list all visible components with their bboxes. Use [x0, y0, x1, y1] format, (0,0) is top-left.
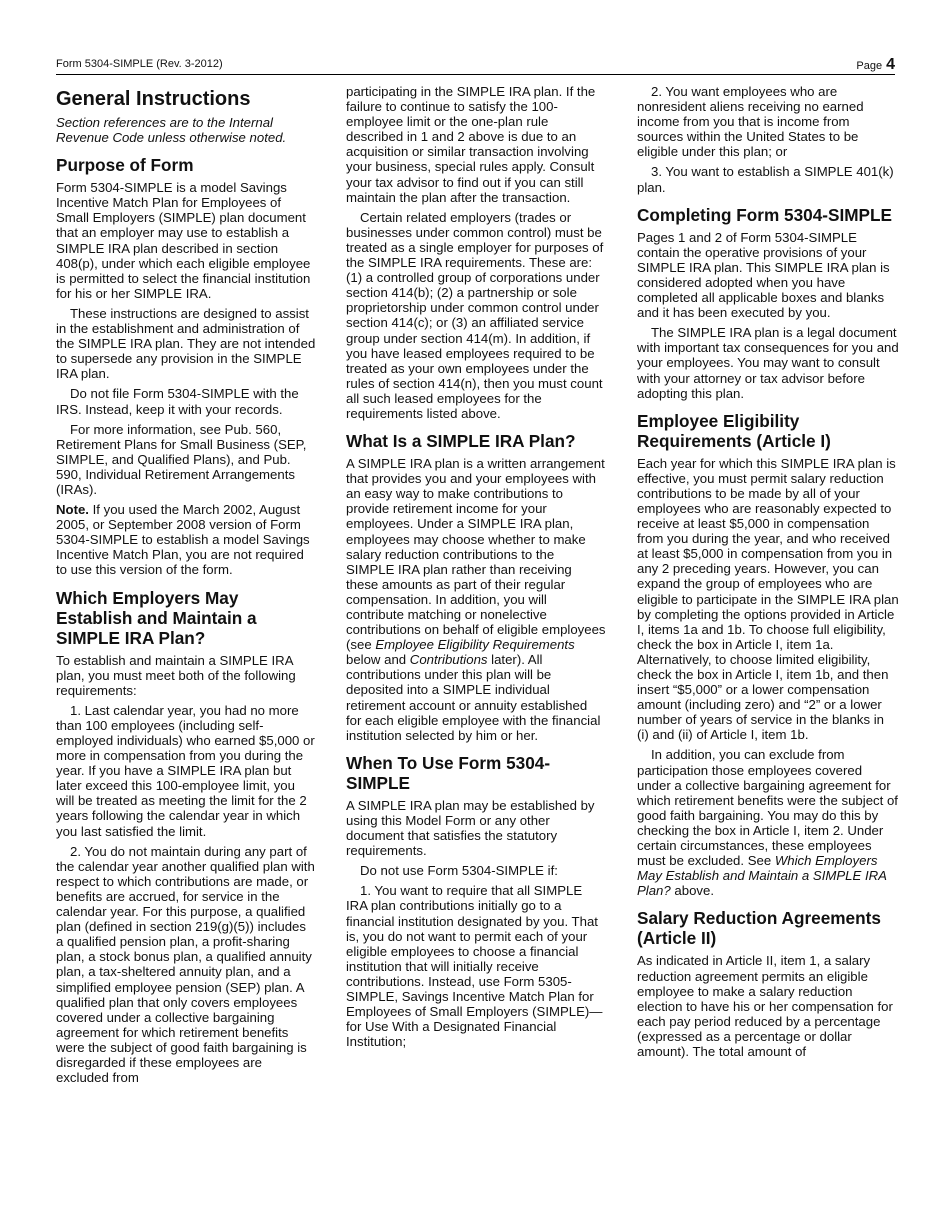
- heading-which-employers: Which Employers May Establish and Maintain a SIMPLE IRA Plan?: [56, 587, 257, 648]
- heading-salary-reduction: Salary Reduction Agreements (Article II): [637, 908, 881, 949]
- heading-when-to-use: When To Use Form 5304-SIMPLE: [346, 752, 551, 793]
- text: A SIMPLE IRA plan is a written arrangement that provides you and your employees with an easy way to make contributions to provide retirement income for your employees. Under a SIMPLE IRA plan, employees may choose whether to make salary reduction contributions to the SIMPLE IRA plan rather than receiving these amounts as part of their regular compensation. In addition, you will contribute matching or nonelective contributions on behalf of eligible employees (see: [346, 456, 606, 653]
- form-id: Form 5304-SIMPLE (Rev. 3-2012): [56, 58, 223, 70]
- paragraph: These instructions are designed to assist in the establishment and administration of the SIMPLE IRA plan. They are not intended to supersede any provision in the SIMPLE IRA plan.: [56, 305, 316, 382]
- paragraph: Each year for which this SIMPLE IRA plan is effective, you must permit salary reduction contributions to be made by all of your employees who are reasonably expected to receive at least $5,000 in compensation from you during the year, and who received at least $5,000 in compensation from you in any 2 preceding years. However, you can expand the group of employees who are eligible to participate in the SIMPLE IRA plan by completing the options provided in Article I, items 1a and 1b. To choose full eligibility, check the box in Article I, item 1a. Alternatively, to choose limited eligibility, check the box in Article I, item 1b, and then insert “$5,000” or a lower compensation amount (including zero) and “2” or a lower number of years of service in the blanks in (i) and (ii) of Article I, item 1b.: [637, 455, 899, 743]
- heading-what-is: What Is a SIMPLE IRA Plan?: [346, 431, 576, 452]
- paragraph: 1. Last calendar year, you had no more than 100 employees (including self-employed individuals) who earned $5,000 or more in compensation from you during the year. If you have a SIMPLE IRA plan but later exceed this 100-employee limit, you will be treated as meeting the limit for the 2 years following the calendar year in which you last satisfied the limit.: [56, 702, 315, 839]
- column-3: [637, 84, 899, 1064]
- cross-reference: Employee Eligibility Requirements: [375, 637, 575, 653]
- text: In addition, you can exclude from participation those employees covered under a collective bargaining agreement for which retirement benefits were the subject of good faith bargaining. You may do this by checking the box in Article I, item 2. Under certain circumstances, these employees must be excluded. See: [637, 747, 898, 869]
- paragraph: As indicated in Article II, item 1, a salary reduction agreement permits an eligible employee to make a salary reduction election to have his or her compensation for each pay period reduced by a percentage (expressed as a percentage or dollar amount). The total amount of: [637, 953, 893, 1059]
- page-header: [56, 56, 895, 75]
- paragraph: 1. You want to require that all SIMPLE IRA plan contributions initially go to a financial institution designated by you. That is, you do not want to permit each of your eligible employees to choose a financial institution that will initially receive contributions. Instead, use Form 5305-SIMPLE, Savings Incentive Match Plan for Employees of Small Employers (SIMPLE)—for Use With a Designated Financial Institution;: [346, 883, 603, 1050]
- page-indicator: [856, 56, 895, 74]
- paragraph: A SIMPLE IRA plan may be established by using this Model Form or any other document that satisfies the statutory requirements.: [346, 797, 595, 859]
- paragraph: 2. You do not maintain during any part of the calendar year another qualified plan with respect to which contributions are made, or benefits are accrued, for service in the calendar year. For this purpose, a qualified plan (defined in section 219(g)(5)) includes a qualified pension plan, a profit-sharing plan, a stock bonus plan, a qualified annuity plan, a tax-sheltered annuity plan, and a simplified employee pension (SEP) plan. A qualified plan that only covers employees covered under a collective bargaining agreement for which retirement benefits were the subject of good faith bargaining is disregarded if these employees are excluded from: [56, 843, 315, 1086]
- text: later). All contributions under this plan will be deposited into a SIMPLE individual retirement account or annuity established for each eligible employee with the financial institution selected by him or her.: [346, 652, 601, 743]
- page-title: General Instructions: [56, 88, 251, 110]
- paragraph: 3. You want to establish a SIMPLE 401(k) plan.: [637, 164, 894, 195]
- column-2: [346, 84, 606, 1054]
- paragraph: [346, 456, 606, 743]
- note-paragraph: [56, 502, 316, 577]
- paragraph: Do not use Form 5304-SIMPLE if:: [360, 863, 558, 879]
- paragraph: The SIMPLE IRA plan is a legal document with important tax consequences for you and your employees. You may want to consult with your attorney or tax advisor before adopting this plan.: [637, 325, 899, 401]
- paragraph: Form 5304-SIMPLE is a model Savings Incentive Match Plan for Employees of Small Employers (SIMPLE) plan document that an employer may use to establish a SIMPLE IRA plan described in section 408(p), under which each eligible employee is permitted to select the financial institution for his or her SIMPLE IRA.: [56, 180, 311, 301]
- heading-eligibility: Employee Eligibility Requirements (Article I): [637, 410, 831, 451]
- paragraph: participating in the SIMPLE IRA plan. If the failure to continue to satisfy the 100-employee limit or the one-plan rule described in 1 and 2 above is due to an acquisition or similar transaction involving your business, special rules apply. Consult your tax advisor to find out if you can still maintain the plan after the transaction.: [346, 84, 596, 205]
- paragraph: To establish and maintain a SIMPLE IRA plan, you must meet both of the following requirements:: [56, 652, 296, 698]
- column-1: [56, 84, 316, 1090]
- note-text: If you used the March 2002, August 2005, or September 2008 version of Form 5304-SIMPLE to establish a model Savings Incentive Match Plan, you are not required to use this version of the form.: [56, 502, 310, 578]
- cross-reference: Contributions: [409, 652, 488, 668]
- text: above.: [670, 883, 714, 899]
- paragraph: For more information, see Pub. 560, Retirement Plans for Small Business (SEP, SIMPLE, and Qualified Plans), and Pub. 590, Individual Retirement Arrangements (IRAs).: [56, 421, 307, 497]
- cross-reference: Which Employers May Establish and Maintain a SIMPLE IRA Plan?: [637, 853, 887, 899]
- heading-purpose: Purpose of Form: [56, 155, 194, 176]
- paragraph: 2. You want employees who are nonresident aliens receiving no earned income from you that is income from sources within the United States to be eligible under this plan; or: [637, 84, 864, 160]
- heading-completing: Completing Form 5304-SIMPLE: [637, 204, 892, 225]
- note-label: Note.: [56, 502, 89, 518]
- intro-note: Section references are to the Internal Revenue Code unless otherwise noted.: [56, 115, 287, 146]
- paragraph: Pages 1 and 2 of Form 5304-SIMPLE contain the operative provisions of your SIMPLE IRA plan. This SIMPLE IRA plan is considered adopted when you have completed all applicable boxes and blanks and it has been executed by you.: [637, 229, 890, 321]
- paragraph: Certain related employers (trades or businesses under common control) must be treated as a single employer for purposes of the SIMPLE IRA requirements. These are: (1) a controlled group of corporations under section 414(b); (2) a partnership or sole proprietorship under common control under section 414(c); or (3) an affiliated service group under section 414(m). In addition, if you have leased employees required to be treated as your own employees under the rules of section 414(n), then you must count all such leased employees for the requirements listed above.: [346, 209, 604, 421]
- page-number: 4: [886, 56, 895, 73]
- paragraph: [637, 747, 899, 898]
- page-label: Page: [856, 60, 883, 72]
- paragraph: Do not file Form 5304-SIMPLE with the IRS. Instead, keep it with your records.: [56, 386, 299, 417]
- text: below and: [346, 652, 410, 668]
